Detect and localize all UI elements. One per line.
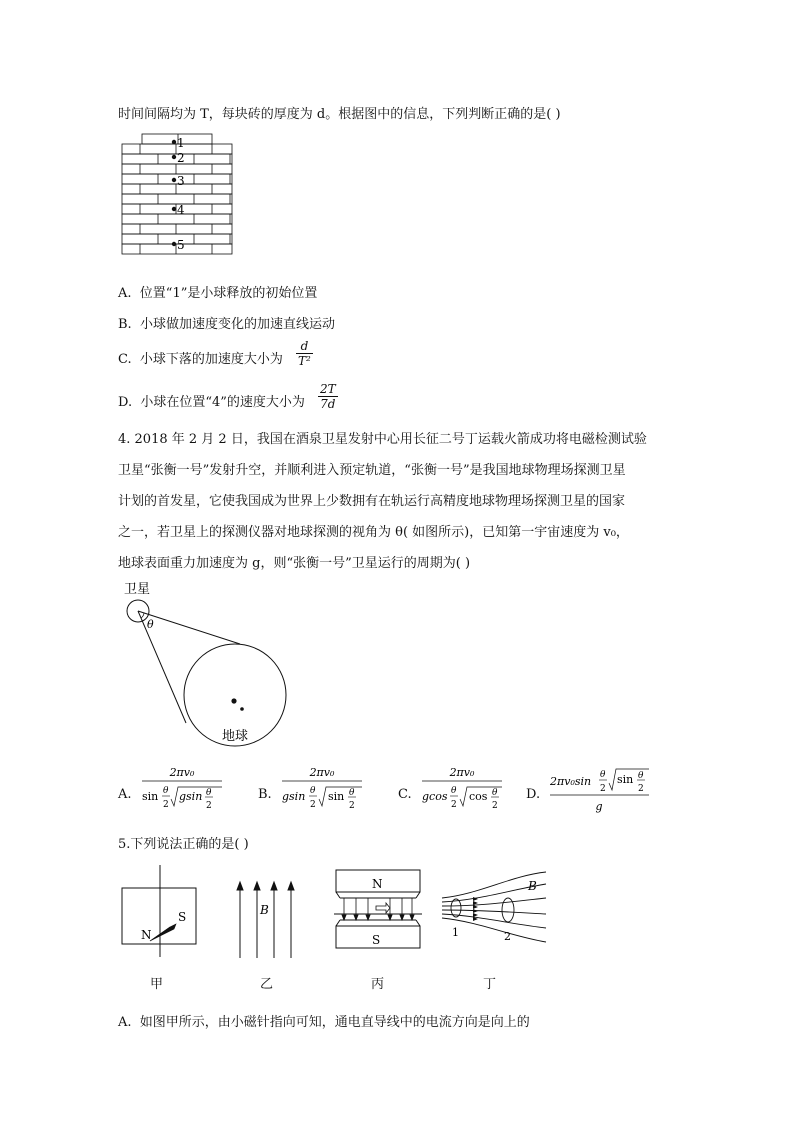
earth-center-dot xyxy=(231,698,236,703)
q4-c-numerator: 2πv₀ xyxy=(449,766,475,779)
figure-ding xyxy=(440,870,550,945)
ball-position-5 xyxy=(172,242,176,246)
q4-line-5: 地球表面重力加速度为 g，则“张衡一号”卫星运行的周期为( ) xyxy=(118,556,471,571)
q4-option-c-formula xyxy=(420,763,505,819)
q3-option-d-fraction: $\frac{2T}{7d}$ xyxy=(320,382,336,411)
q4-option-a-letter: A. xyxy=(118,787,132,802)
q3-stem: 时间间隔均为 T，每块砖的厚度为 d。根据图中的信息，下列判断正确的是( ) xyxy=(118,107,561,122)
svg-text:gcos: gcos xyxy=(422,790,448,803)
ding-b-label: B xyxy=(528,879,537,893)
q3-option-b: B. 小球做加速度变化的加速直线运动 xyxy=(118,317,335,332)
q3-option-d: D. 小球在位置“4”的速度大小为 xyxy=(118,395,305,410)
svg-text:θ: θ xyxy=(451,786,457,796)
svg-text:2πv₀sin: 2πv₀sin xyxy=(550,775,592,788)
svg-text:2: 2 xyxy=(163,800,169,810)
svg-text:θ: θ xyxy=(206,788,212,798)
svg-text:θ: θ xyxy=(492,788,498,798)
q4-a-denominator xyxy=(142,786,222,811)
q4-line-4: 之一，若卫星上的探测仪器对地球探测的视角为 θ( 如图所示)，已知第一宇宙速度为 v₀， xyxy=(118,525,629,540)
caption-jia: 甲 xyxy=(150,977,164,992)
svg-text:2: 2 xyxy=(600,784,606,794)
q4-line-3: 计划的首发星，它使我国成为世界上少数拥有在轨运行高精度地球物理场探测卫星的国家 xyxy=(118,494,626,509)
ball-position-4 xyxy=(172,207,176,211)
q4-b-denominator xyxy=(282,786,362,811)
figure-jia xyxy=(118,863,198,959)
brick-wall-figure xyxy=(120,132,240,260)
q4-option-a-formula xyxy=(140,763,225,819)
q3-option-c-fraction: $\frac{d}{\text{T²}}$ xyxy=(298,339,311,368)
svg-text:sin: sin xyxy=(142,790,159,803)
brick-row xyxy=(122,164,232,174)
q4-option-b-formula xyxy=(280,763,365,819)
figure-yi xyxy=(232,880,302,960)
q3-option-a: A. 位置“1”是小球释放的初始位置 xyxy=(118,286,318,301)
ding-1-label: 1 xyxy=(452,926,459,939)
tangent-line-lower xyxy=(138,611,186,723)
q4-b-numerator: 2πv₀ xyxy=(309,766,335,779)
svg-text:θ: θ xyxy=(163,786,169,796)
svg-text:sin: sin xyxy=(617,773,634,786)
brick-row xyxy=(122,224,232,234)
q4-option-c-letter: C. xyxy=(398,787,412,802)
earth-label: 地球 xyxy=(222,729,249,744)
q4-d-numerator xyxy=(549,769,649,794)
q4-line-2: 卫星“张衡一号”发射升空，并顺利进入预定轨道，“张衡一号”是我国地球物理场探测卫星 xyxy=(118,463,626,478)
ball-label-1: 1 xyxy=(177,136,185,150)
q4-d-denominator: g xyxy=(595,800,603,813)
svg-text:cos: cos xyxy=(469,790,488,803)
q3-option-c: C. 小球下落的加速度大小为 xyxy=(118,352,283,367)
q4-option-d-letter: D. xyxy=(526,787,541,802)
svg-text:θ: θ xyxy=(349,788,355,798)
q4-line-1: 4. 2018 年 2 月 2 日，我国在酒泉卫星发射中心用长征二号丁运载火箭成功将电磁检测试验 xyxy=(118,432,647,447)
satellite-label: 卫星 xyxy=(124,582,151,597)
ball-position-3 xyxy=(172,178,176,182)
q4-option-b-letter: B. xyxy=(258,787,272,802)
svg-text:2: 2 xyxy=(310,800,316,810)
ball-position-2 xyxy=(172,155,176,159)
jia-s-label: S xyxy=(178,910,187,924)
svg-text:2: 2 xyxy=(349,801,355,811)
ball-position-1 xyxy=(172,140,176,144)
svg-text:θ: θ xyxy=(638,771,644,781)
earth-dot xyxy=(240,707,244,711)
svg-text:2: 2 xyxy=(638,784,644,794)
svg-text:2: 2 xyxy=(206,801,212,811)
q5-stem: 5.下列说法正确的是( ) xyxy=(118,837,249,852)
ball-label-5: 5 xyxy=(177,238,185,252)
figure-bing xyxy=(332,868,424,958)
bing-s-label: S xyxy=(372,933,381,947)
svg-text:θ: θ xyxy=(600,770,606,780)
satellite-earth-figure xyxy=(118,578,298,748)
svg-text:gsin: gsin xyxy=(282,790,306,803)
q4-c-denominator xyxy=(422,786,502,811)
svg-text:2: 2 xyxy=(451,800,457,810)
ball-label-4: 4 xyxy=(177,203,185,217)
q4-option-d-formula xyxy=(548,763,653,819)
angle-arc xyxy=(141,613,144,618)
yi-b-label: B xyxy=(260,903,269,917)
jia-n-label: N xyxy=(141,928,152,942)
bing-n-label: N xyxy=(372,877,383,891)
caption-yi: 乙 xyxy=(260,977,274,992)
q4-a-numerator: 2πv₀ xyxy=(169,766,195,779)
angle-theta-label: θ xyxy=(147,618,154,631)
caption-bing: 丙 xyxy=(371,977,385,992)
ball-label-2: 2 xyxy=(177,151,185,165)
ding-2-label: 2 xyxy=(504,930,511,943)
svg-text:θ: θ xyxy=(310,786,316,796)
svg-text:sin: sin xyxy=(328,790,345,803)
ball-label-3: 3 xyxy=(177,174,185,188)
svg-text:2: 2 xyxy=(492,801,498,811)
caption-ding: 丁 xyxy=(483,977,497,992)
q5-option-a: A. 如图甲所示，由小磁针指向可知，通电直导线中的电流方向是向上的 xyxy=(118,1015,530,1030)
svg-text:gsin: gsin xyxy=(179,790,203,803)
